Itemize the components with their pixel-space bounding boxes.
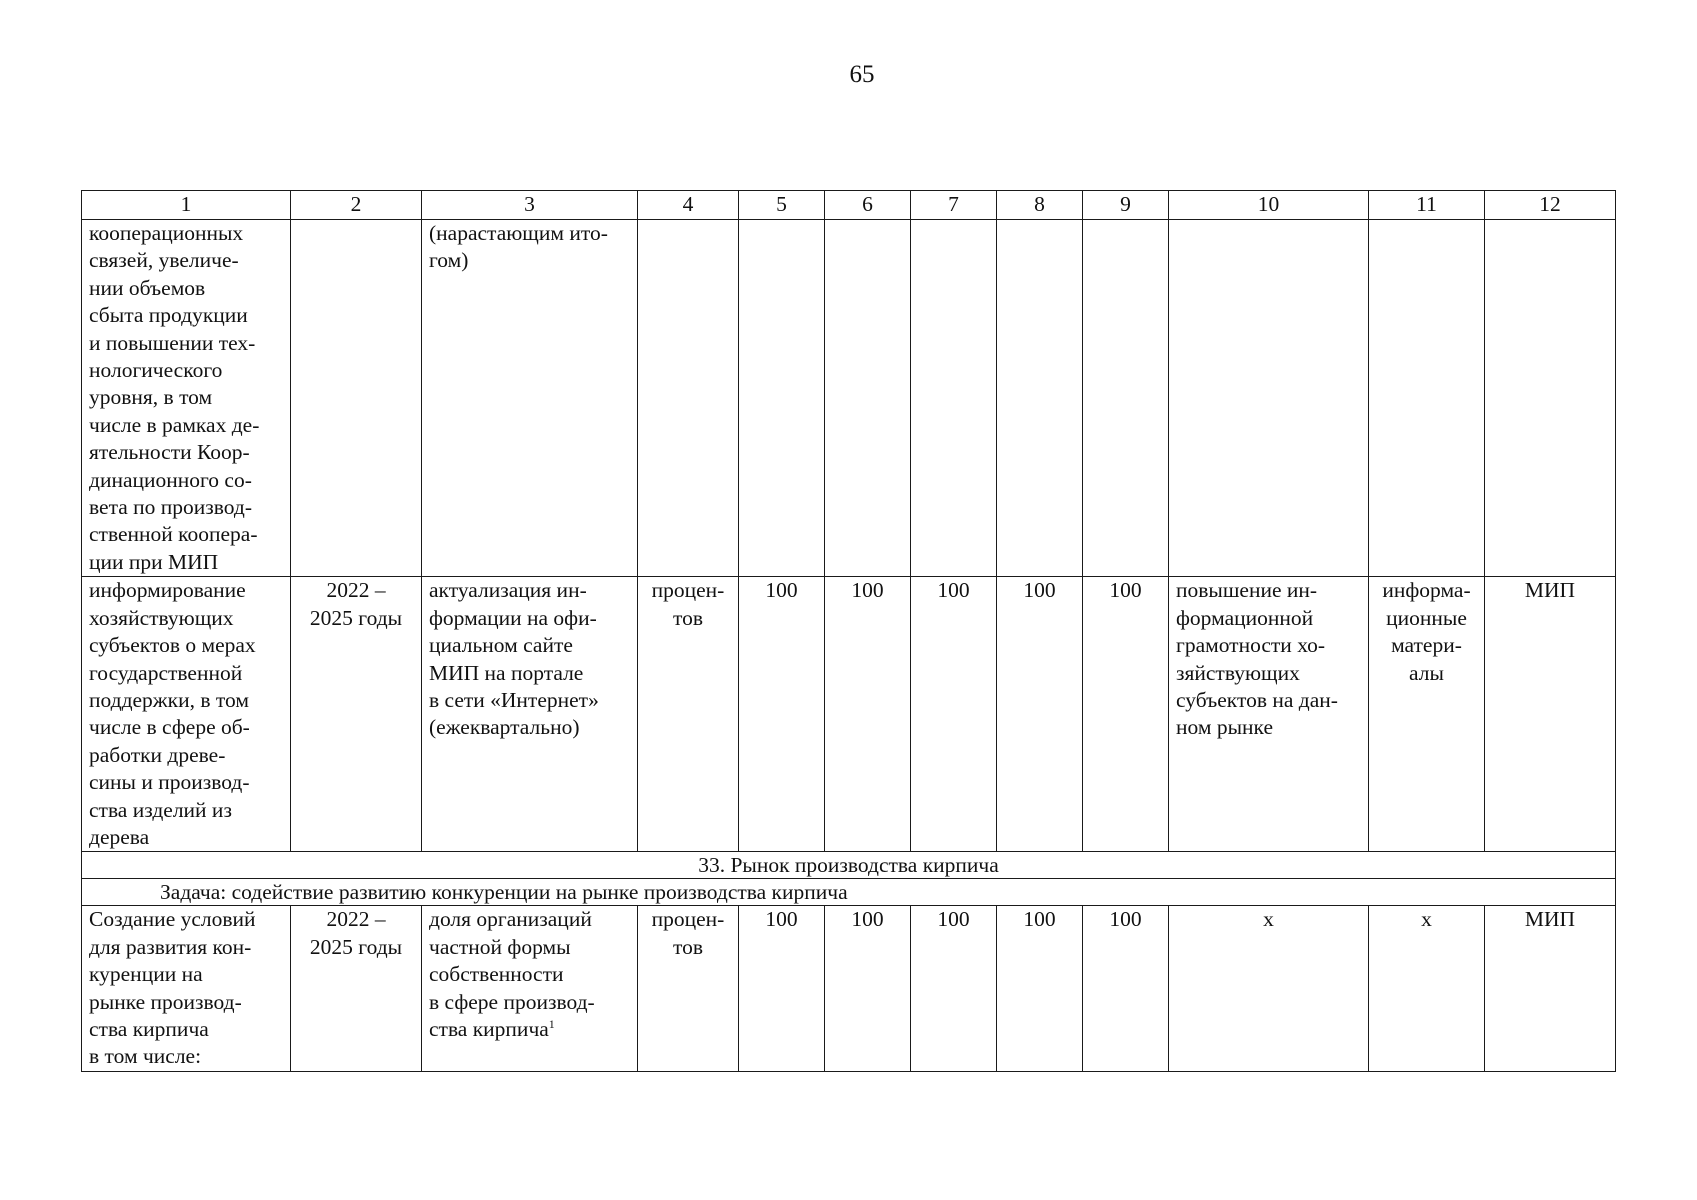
table-row-brick [82, 906, 1616, 1071]
cell-responsible: МИП [1485, 906, 1616, 1071]
cell-measure: кооперационных связей, увеличе- нии объемов сбыта продукции и повышении тех- нологического уровня, в том числе в рамках де- ятельности Коор- динационного со- вета по производ- ственной коопера- ции при МИП [82, 220, 291, 577]
cell-result: повышение ин- формационной грамотности хо- зяйствующих субъектов на дан- ном рынке [1169, 577, 1369, 852]
cell-value: 100 [911, 577, 997, 852]
column-header: 8 [997, 191, 1083, 220]
cell-value: 100 [997, 577, 1083, 852]
cell-period [291, 220, 422, 577]
column-header: 12 [1485, 191, 1616, 220]
cell-value: 100 [911, 906, 997, 1071]
table-row-informing [82, 577, 1616, 852]
cell-measure: Создание условий для развития кон- куренции на рынке производ- ства кирпича в том числе: [82, 906, 291, 1071]
cell-document: х [1369, 906, 1485, 1071]
cell-document: информа- ционные матери- алы [1369, 577, 1485, 852]
column-header: 3 [422, 191, 638, 220]
cell-unit: процен- тов [638, 577, 739, 852]
column-header: 7 [911, 191, 997, 220]
cell-unit: процен- тов [638, 906, 739, 1071]
cell-value: 100 [1083, 906, 1169, 1071]
cell-value [825, 220, 911, 577]
cell-value [1083, 220, 1169, 577]
column-header: 9 [1083, 191, 1169, 220]
cell-result: х [1169, 906, 1369, 1071]
cell-indicator: (нарастающим ито- гом) [422, 220, 638, 577]
page-number: 65 [849, 61, 875, 88]
cell-period: 2022 – 2025 годы [291, 906, 422, 1071]
cell-value: 100 [739, 577, 825, 852]
cell-measure: информирование хозяйствующих субъектов о мерах государственной поддержки, в том числе в сфере об- работки древе- сины и производ- ства изделий из дерева [82, 577, 291, 852]
cell-value: 100 [1083, 577, 1169, 852]
column-header: 10 [1169, 191, 1369, 220]
cell-value [997, 220, 1083, 577]
column-header: 6 [825, 191, 911, 220]
column-header: 1 [82, 191, 291, 220]
cell-value [911, 220, 997, 577]
cell-value: 100 [825, 577, 911, 852]
column-header: 5 [739, 191, 825, 220]
cell-unit [638, 220, 739, 577]
cell-indicator: актуализация ин- формации на офи- циальном сайте МИП на портале в сети «Интернет» (ежеквартально) [422, 577, 638, 852]
cell-value: 100 [997, 906, 1083, 1071]
column-header: 2 [291, 191, 422, 220]
plan-table [81, 190, 1616, 1072]
column-number-row [82, 191, 1616, 220]
cell-responsible: МИП [1485, 577, 1616, 852]
task-text: Задача: содействие развитию конкуренции на рынке производства кирпича [82, 879, 1616, 906]
table-row-continuation [82, 220, 1616, 577]
task-row [82, 879, 1616, 906]
cell-indicator: доля организаций частной формы собственности в сфере производ- ства кирпича$^1$ [422, 906, 638, 1071]
cell-value: 100 [825, 906, 911, 1071]
cell-result [1169, 220, 1369, 577]
footnote-mark: 1 [548, 1016, 555, 1031]
cell-document [1369, 220, 1485, 577]
section-title: 33. Рынок производства кирпича [82, 852, 1616, 879]
plan-table-wrapper [81, 190, 1615, 1072]
column-header: 4 [638, 191, 739, 220]
cell-period: 2022 – 2025 годы [291, 577, 422, 852]
cell-responsible [1485, 220, 1616, 577]
column-header: 11 [1369, 191, 1485, 220]
cell-value: 100 [739, 906, 825, 1071]
cell-value [739, 220, 825, 577]
section-row [82, 852, 1616, 879]
